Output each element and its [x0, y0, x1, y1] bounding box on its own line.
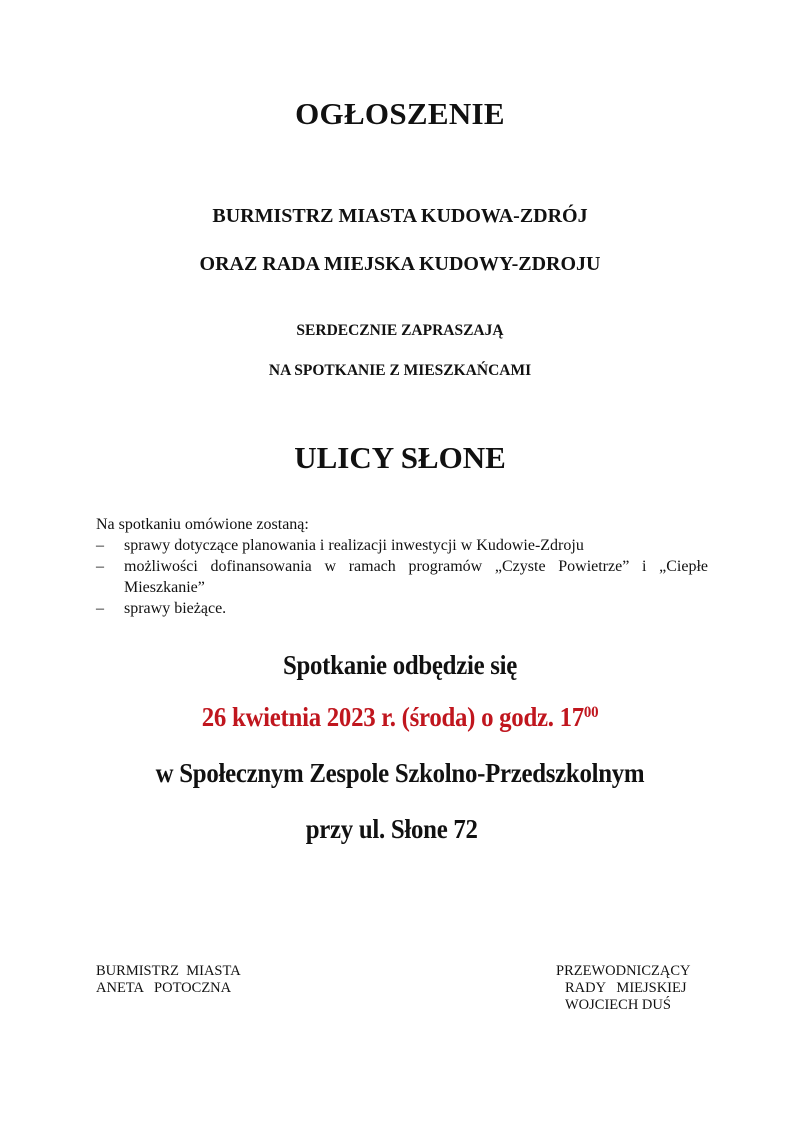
agenda-item: – sprawy bieżące. [96, 600, 227, 617]
organizer-line-1: BURMISTRZ MIASTA KUDOWA-ZDRÓJ [212, 205, 588, 227]
agenda-item: – możliwości dofinansowania w ramach programów „Czyste Powietrze” i „Ciepłe Mieszkanie” [96, 558, 708, 596]
agenda-item: – sprawy dotyczące planowania i realizacji inwestycji w Kudowie-Zdroju [96, 537, 584, 554]
street-heading: ULICY SŁONE [294, 440, 506, 475]
meeting-address: przy ul. Słone 72 [305, 814, 478, 844]
dash-bullet-icon: – [96, 558, 104, 575]
organizer-line-2: ORAZ RADA MIEJSKA KUDOWY-ZDROJU [199, 253, 601, 275]
invite-line-1: SERDECZNIE ZAPRASZAJĄ [296, 322, 504, 339]
meeting-date: 26 kwietnia 2023 r. (środa) o godz. 17 [201, 702, 584, 732]
meeting-time-minutes: 00 [583, 703, 599, 722]
document-title: OGŁOSZENIE [295, 96, 505, 131]
meeting-venue: w Społecznym Zespole Szkolno-Przedszkolnym [155, 758, 645, 788]
dash-bullet-icon: – [96, 600, 104, 617]
agenda-list [96, 535, 708, 619]
meeting-heading: Spotkanie odbędzie się [282, 650, 518, 680]
invite-line-2: NA SPOTKANIE Z MIESZKAŃCAMI [268, 362, 532, 379]
dash-bullet-icon: – [96, 537, 104, 554]
agenda-intro: Na spotkaniu omówione zostaną: [96, 516, 309, 533]
meeting-date-time [32, 702, 768, 733]
signature-mayor: BURMISTRZ MIASTA ANETA POTOCZNA [96, 963, 241, 996]
signature-council-chair: PRZEWODNICZĄCY RADY MIEJSKIEJ WOJCIECH DUŚ [556, 963, 691, 1013]
